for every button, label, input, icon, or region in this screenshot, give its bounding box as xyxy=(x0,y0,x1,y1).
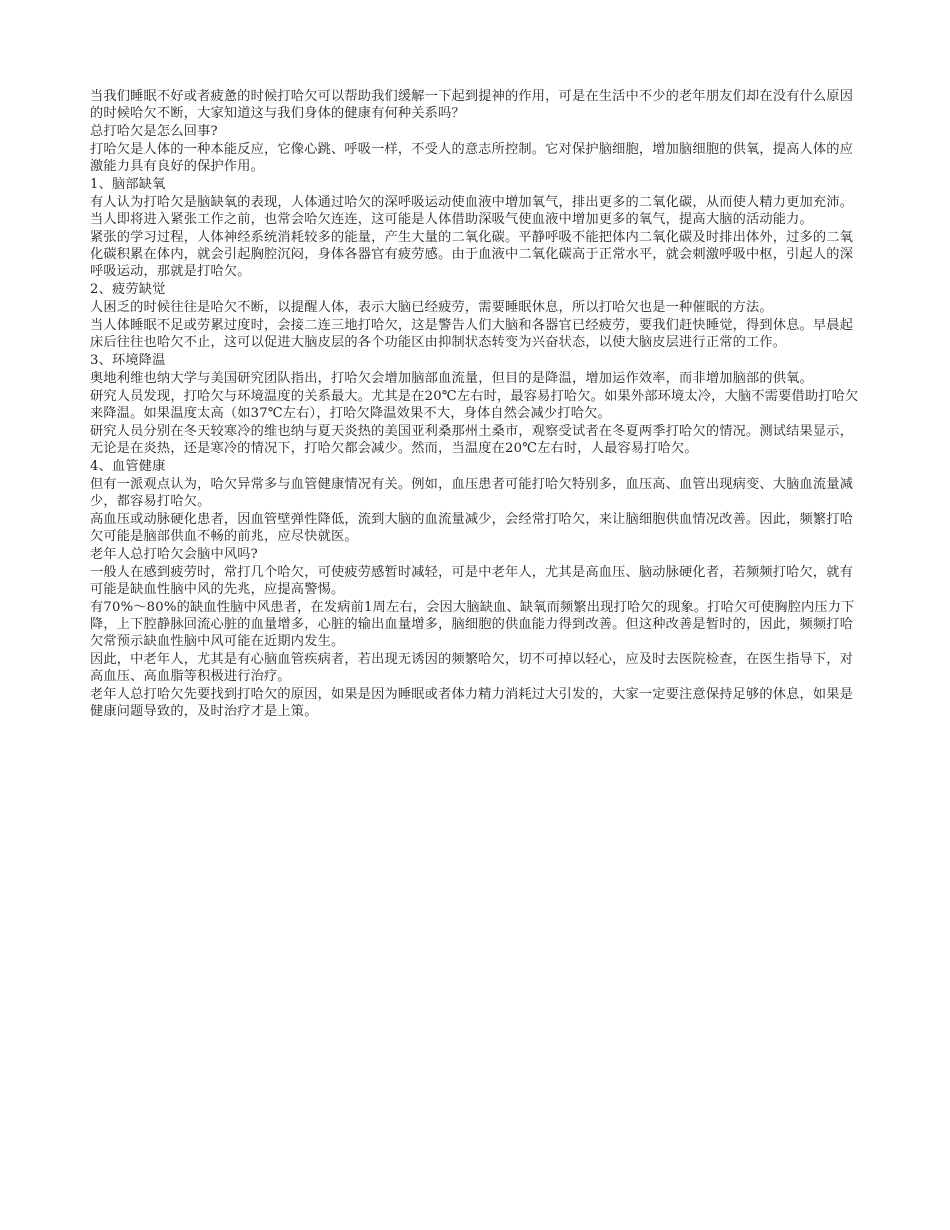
question-2-paragraph-1: 一般人在感到疲劳时，常打几个哈欠，可使疲劳感暂时减轻，可是中老年人，尤其是高血压、脑动脉硬化者，若频频打哈欠，就有可能是缺血性脑中风的先兆，应提高警惕。 xyxy=(90,565,854,597)
question-heading-2: 老年人总打哈欠会脑中风吗? xyxy=(90,547,258,562)
section-3-paragraph-2: 研究人员发现，打哈欠与环境温度的关系最大。尤其是在20℃左右时，最容易打哈欠。如果外部环境太冷，大脑不需要借助打哈欠来降温。如果温度太高（如37℃左右），打哈欠降温效果不大，身体自然会减少打哈欠。 xyxy=(90,389,859,421)
question-heading-1: 总打哈欠是怎么回事? xyxy=(90,124,218,139)
section-3-paragraph-1: 奥地利维也纳大学与美国研究团队指出，打哈欠会增加脑部血流量，但目的是降温，增加运作效率，而非增加脑部的供氧。 xyxy=(90,371,813,386)
section-3-paragraph-3: 研究人员分别在冬天较寒冷的维也纳与夏天炎热的美国亚利桑那州土桑市，观察受试者在冬夏两季打哈欠的情况。测试结果显示，无论是在炎热，还是寒冷的情况下，打哈欠都会减少。然而，当温度在20℃左右时，人最容易打哈欠。 xyxy=(90,424,854,456)
intro-paragraph: 当我们睡眠不好或者疲惫的时候打哈欠可以帮助我们缓解一下起到提神的作用，可是在生活中不少的老年朋友们却在没有什么原因的时候哈欠不断，大家知道这与我们身体的健康有何种关系吗？ xyxy=(90,89,854,121)
question-2-paragraph-3: 因此，中老年人，尤其是有心脑血管疾病者，若出现无诱因的频繁哈欠，切不可掉以轻心，应及时去医院检查，在医生指导下，对高血压、高血脂等积极进行治疗。 xyxy=(90,652,854,684)
article-body xyxy=(90,88,865,721)
section-heading-fatigue: 2、疲劳缺觉 xyxy=(90,282,166,297)
section-heading-cooling: 3、环境降温 xyxy=(90,353,166,368)
section-4-paragraph-2: 高血压或动脉硬化患者，因血管壁弹性降低，流到大脑的血流量减少，会经常打哈欠，来让脑细胞供血情况改善。因此，频繁打哈欠可能是脑部供血不畅的前兆，应尽快就医。 xyxy=(90,512,854,544)
section-4-paragraph-1: 但有一派观点认为，哈欠异常多与血管健康情况有关。例如，血压患者可能打哈欠特别多，血压高、血管出现病变、大脑血流量减少，都容易打哈欠。 xyxy=(90,477,854,509)
section-2-paragraph-1: 人困乏的时候往往是哈欠不断，以提醒人体，表示大脑已经疲劳，需要睡眠休息，所以打哈欠也是一种催眠的方法。 xyxy=(90,300,773,315)
section-heading-vascular-health: 4、血管健康 xyxy=(90,459,166,474)
section-1-paragraph-1: 有人认为打哈欠是脑缺氧的表现，人体通过哈欠的深呼吸运动使血液中增加氧气，排出更多的二氧化碳，从而使人精力更加充沛。当人即将进入紧张工作之前，也常会哈欠连连，这可能是人体借助深吸气使血液中增加更多的氧气，提高大脑的活动能力。 xyxy=(90,195,854,227)
section-heading-brain-hypoxia: 1、脑部缺氧 xyxy=(90,177,166,192)
question-2-paragraph-2: 有70%～80%的缺血性脑中风患者，在发病前1周左右，会因大脑缺血、缺氧而频繁出现打哈欠的现象。打哈欠可使胸腔内压力下降，上下腔静脉回流心脏的血量增多，心脏的输出血量增多，脑细胞的供血能力得到改善。但这种改善是暂时的，因此，频频打哈欠常预示缺血性脑中风可能在近期内发生。 xyxy=(90,600,855,649)
section-1-paragraph-2: 紧张的学习过程，人体神经系统消耗较多的能量，产生大量的二氧化碳。平静呼吸不能把体内二氧化碳及时排出体外，过多的二氧化碳积累在体内，就会引起胸腔沉闷，身体各器官有疲劳感。由于血液中二氧化碳高于正常水平，就会刺激呼吸中枢，引起人的深呼吸运动，那就是打哈欠。 xyxy=(90,230,854,279)
section-2-paragraph-2: 当人体睡眠不足或劳累过度时，会接二连三地打哈欠，这是警告人们大脑和各器官已经疲劳，要我们赶快睡觉，得到休息。早晨起床后往往也哈欠不止，这可以促进大脑皮层的各个功能区由抑制状态转变为兴奋状态，以使大脑皮层进行正常的工作。 xyxy=(90,318,854,350)
conclusion-paragraph: 老年人总打哈欠先要找到打哈欠的原因，如果是因为睡眠或者体力精力消耗过大引发的，大家一定要注意保持足够的休息，如果是健康问题导致的，及时治疗才是上策。 xyxy=(90,687,854,719)
answer-paragraph-1: 打哈欠是人体的一种本能反应，它像心跳、呼吸一样，不受人的意志所控制。它对保护脑细胞，增加脑细胞的供氧，提高人体的应激能力具有良好的保护作用。 xyxy=(90,142,854,174)
